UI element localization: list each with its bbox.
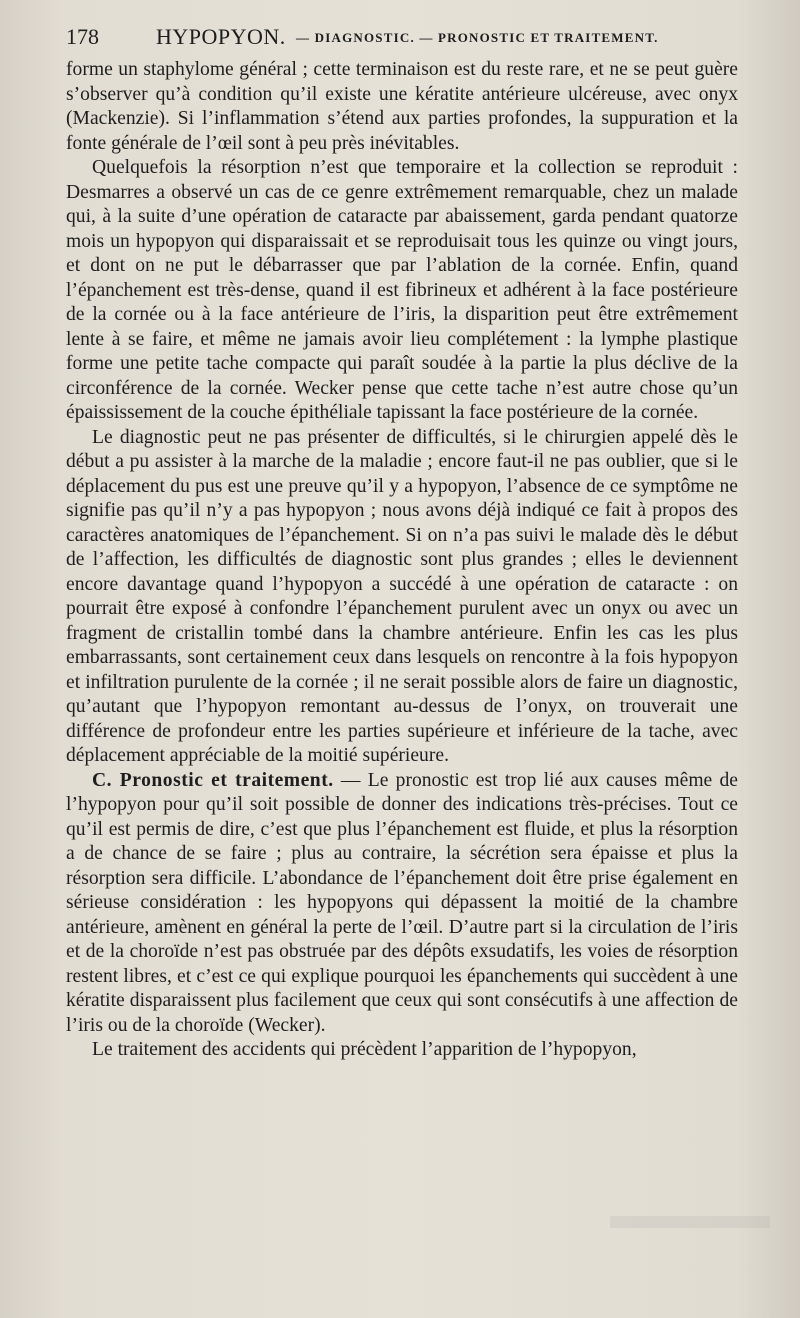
- paragraph-resorption: Quelquefois la résorption n’est que temporaire et la collection se reproduit : Desmarres a observé un cas de ce genre extrêmement remarquable, chez un malade qui, à la suite d’une opération de cataracte par abaissement, garda pendant quatorze mois un hypopyon qui disparaissait et se reproduisait tous les quinze ou vingt jours, et dont on ne put le débarrasser que par l’ablation de la cornée. Enfin, quand l’épanchement est très-dense, quand il est fibrineux et adhérent à la face postérieure de la cornée ou à la face antérieure de l’iris, la disparition peut être extrêmement lente à se faire, et même ne jamais avoir lieu complétement : la lymphe plastique forme une petite tache compacte qui paraît soudée à la partie la plus déclive de la circonférence de la cornée. Wecker pense que cette tache n’est autre chose qu’un épaississement de la couche épithéliale tapissant la face postérieure de la cornée.: [66, 157, 738, 423]
- running-subtitle: — DIAGNOSTIC. — PRONOSTIC ET TRAITEMENT.: [296, 30, 659, 45]
- paragraph-traitement: Le traitement des accidents qui précèdent l’apparition de l’hypopyon,: [92, 1039, 637, 1060]
- page-number: 178: [66, 24, 99, 49]
- body-text: [66, 58, 738, 1063]
- section-text: — Le pronostic est trop lié aux causes même de l’hypopyon pour qu’il soit possible de donner des indications très-précises. Tout ce qu’il est permis de dire, c’est que plus l’épanchement est fluide, et plus la résorption a de chance de se faire ; plus au contraire, la sécrétion sera épaisse et plus la résorption sera difficile. L’abondance de l’épanchement doit être prise également en sérieuse considération : les hypopyons qui dépassent la moitié de la chambre antérieure, amènent en général la perte de l’œil. D’autre part si la circulation de l’iris et de la choroïde n’est pas obstruée par des dépôts exsudatifs, les voies de résorption restent libres, et c’est ce qui explique pourquoi les épanchements qui succèdent à une kératite disparaissent plus facilement que ceux qui sont consécutifs à une affection de l’iris ou de la choroïde (Wecker).: [66, 769, 738, 1036]
- paragraph-diagnostic: Le diagnostic peut ne pas présenter de difficultés, si le chirurgien appelé dès le début a pu assister à la marche de la maladie ; encore faut-il ne pas oublier, que si le déplacement du pus est une preuve qu’il y a hypopyon, l’absence de ce symptôme ne signifie pas qu’il n’y a pas hypopyon ; nous avons déjà indiqué ce fait à propos des caractères anatomiques de l’épanchement. Si on n’a pas suivi le malade dès le début de l’affection, les difficultés de diagnostic sont plus grandes ; elles le deviennent encore davantage quand l’hypopyon a succédé à une opération de cataracte : on pourrait être exposé à confondre l’épanchement purulent avec un onyx ou avec un fragment de cristallin tombé dans la chambre antérieure. Enfin les cas les plus embarrassants, sont certainement ceux dans lesquels on rencontre à la fois hypopyon et infiltration purulente de la cornée ; il ne serait possible alors de faire un diagnostic, qu’autant que l’hypopyon remontant au-dessus de l’onyx, on trouverait une différence de profondeur entre les parties supérieure et inférieure de la tache, avec déplacement appréciable de la moitié supérieure.: [66, 426, 738, 766]
- running-header: [66, 24, 738, 54]
- running-title: HYPOPYON.: [156, 24, 286, 49]
- bleed-through-mark: [610, 1216, 770, 1228]
- paragraph-continued: forme un staphylome général ; cette terminaison est du reste rare, et ne se peut guère s’observer qu’à condition qu’il existe une kératite antérieure ulcéreuse, avec onyx (Mackenzie). Si l’inflammation s’étend aux parties profondes, la suppuration et la fonte générale de l’œil sont à peu près inévitables.: [66, 59, 738, 154]
- paragraph-pronostic: [66, 769, 738, 1039]
- section-heading: C. Pronostic et traitement.: [92, 769, 334, 791]
